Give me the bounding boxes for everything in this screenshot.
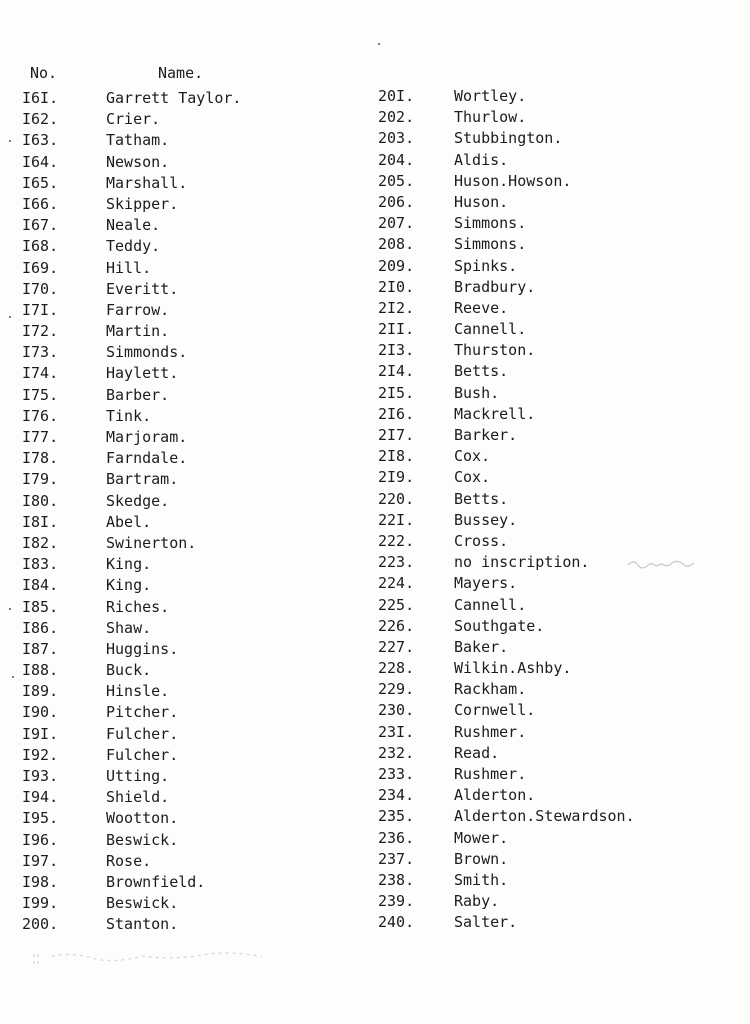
entry-number: 226.	[378, 616, 415, 635]
entry-row	[378, 277, 718, 298]
entry-row	[22, 597, 322, 618]
entry-row	[378, 150, 718, 171]
entry-name: Betts.	[454, 362, 509, 381]
entry-number: 22I.	[378, 510, 415, 529]
entry-number: 230.	[378, 701, 415, 720]
entry-name: Salter.	[454, 913, 518, 932]
entry-number: I87.	[22, 639, 59, 658]
entry-name: Neale.	[106, 216, 161, 235]
entry-number: 23I.	[378, 722, 415, 741]
entry-name: Cox.	[454, 447, 491, 466]
entry-number: I86.	[22, 618, 59, 637]
speck-mark	[378, 43, 380, 45]
entries-right-column	[378, 86, 718, 934]
entry-row	[22, 152, 322, 173]
entry-number: I63.	[22, 131, 59, 150]
entry-row	[378, 361, 718, 382]
entry-name: Rose.	[106, 851, 152, 870]
entry-number: 239.	[378, 892, 415, 911]
entry-name: Hinsle.	[106, 682, 170, 701]
entry-row	[22, 787, 322, 808]
entry-number: I70.	[22, 279, 59, 298]
entry-row	[22, 406, 322, 427]
entry-name: Read.	[454, 743, 500, 762]
entry-number: 240.	[378, 913, 415, 932]
entry-row	[22, 512, 322, 533]
entry-name: Mower.	[454, 828, 509, 847]
entry-name: Newson.	[106, 152, 170, 171]
entry-name: Teddy.	[106, 237, 161, 256]
entry-number: 225.	[378, 595, 415, 614]
entry-name: Reeve.	[454, 298, 509, 317]
entry-row	[22, 914, 322, 935]
entry-name: Bartram.	[106, 470, 179, 489]
entry-name: King.	[106, 555, 152, 574]
entry-row	[378, 467, 718, 488]
entry-name: Everitt.	[106, 279, 179, 298]
entry-number: I6I.	[22, 89, 59, 107]
entry-number: I84.	[22, 576, 59, 595]
entry-name: Tatham.	[106, 131, 170, 150]
entry-number: 2II.	[378, 320, 415, 339]
entry-row	[378, 595, 718, 616]
entry-row	[378, 383, 718, 404]
entry-row	[378, 764, 718, 785]
entry-number: 223.	[378, 553, 415, 572]
entry-name: Swinerton.	[106, 533, 197, 552]
entry-number: I66.	[22, 194, 59, 213]
entry-name: Pitcher.	[106, 703, 179, 722]
entry-name: Huggins.	[106, 639, 179, 658]
entry-number: 2I0.	[378, 277, 415, 296]
entry-row	[22, 173, 322, 194]
entry-number: I97.	[22, 851, 59, 870]
entry-name: Farndale.	[106, 449, 188, 468]
entry-name: Crier.	[106, 110, 161, 129]
entry-row	[378, 192, 718, 213]
entry-row	[378, 86, 718, 107]
entry-name: Thurlow.	[454, 108, 527, 127]
entry-number: 20I.	[378, 87, 415, 105]
entry-row	[22, 660, 322, 681]
speck-mark	[12, 676, 14, 678]
entry-name: no inscription.	[454, 553, 590, 572]
entry-row	[22, 385, 322, 406]
entry-number: 234.	[378, 786, 415, 805]
entry-row	[22, 724, 322, 745]
entry-number: I75.	[22, 385, 59, 404]
entry-row	[378, 891, 718, 912]
entry-name: Wootton.	[106, 809, 179, 828]
entry-row	[378, 785, 718, 806]
entry-name: Aldis.	[454, 150, 509, 169]
entry-number: I8I.	[22, 512, 59, 531]
entry-number: I68.	[22, 237, 59, 256]
entry-name: Abel.	[106, 512, 152, 531]
entry-row	[378, 828, 718, 849]
entry-name: Barker.	[454, 426, 518, 444]
entry-number: I92.	[22, 745, 59, 764]
entry-row	[22, 469, 322, 490]
entry-name: Cross.	[454, 531, 509, 550]
entry-number: 2I6.	[378, 404, 415, 423]
faded-smudge-mark	[32, 944, 272, 968]
entry-name: Simmons.	[454, 235, 527, 254]
entry-name: Rushmer.	[454, 765, 527, 783]
entry-row	[22, 279, 322, 300]
entry-name: Barber.	[106, 385, 170, 404]
entry-row	[22, 130, 322, 151]
entry-name: Rackham.	[454, 680, 527, 699]
entry-row	[378, 298, 718, 319]
entry-row	[22, 575, 322, 596]
entry-row	[22, 215, 322, 236]
entry-name: Beswick.	[106, 894, 179, 913]
entry-number: 238.	[378, 870, 415, 889]
speck-mark	[9, 140, 11, 142]
entry-number: I95.	[22, 809, 59, 828]
entry-name: Simmons.	[454, 214, 527, 233]
entry-row	[22, 681, 322, 702]
entry-number: 229.	[378, 680, 415, 699]
entry-name: Cox.	[454, 468, 491, 487]
entry-number: 205.	[378, 171, 415, 190]
entry-name: Wilkin.Ashby.	[454, 659, 572, 678]
entry-name: Skipper.	[106, 194, 179, 213]
entry-number: 203.	[378, 129, 415, 148]
entries-left-column	[22, 88, 322, 936]
entry-row	[378, 637, 718, 658]
entry-number: I67.	[22, 216, 59, 235]
entry-name: Bradbury.	[454, 277, 536, 296]
entry-name: Marjoram.	[106, 428, 188, 446]
entry-number: 200.	[22, 915, 59, 934]
entry-number: I80.	[22, 491, 59, 510]
entry-name: Cannell.	[454, 320, 527, 339]
entry-row	[378, 234, 718, 255]
entry-number: 220.	[378, 489, 415, 508]
pencil-scribble-mark	[626, 556, 706, 572]
entry-number: 2I7.	[378, 426, 415, 444]
entry-row	[378, 912, 718, 933]
entry-row	[378, 849, 718, 870]
entry-number: I9I.	[22, 724, 59, 743]
entry-number: I94.	[22, 788, 59, 807]
entry-name: Alderton.Stewardson.	[454, 807, 635, 826]
entry-number: 2I8.	[378, 447, 415, 466]
entry-number: I7I.	[22, 300, 59, 319]
entry-row	[22, 258, 322, 279]
entry-number: 222.	[378, 531, 415, 550]
entry-row	[378, 319, 718, 340]
entry-name: Thurston.	[454, 341, 536, 360]
entry-row	[22, 88, 322, 109]
entry-name: Alderton.	[454, 786, 536, 805]
entry-number: I83.	[22, 555, 59, 574]
entry-row	[22, 491, 322, 512]
entry-row	[22, 808, 322, 829]
entry-number: I74.	[22, 364, 59, 383]
entry-row	[378, 213, 718, 234]
entry-row	[22, 427, 322, 448]
entry-number: I99.	[22, 894, 59, 913]
entry-number: 232.	[378, 743, 415, 762]
entry-name: Utting.	[106, 767, 170, 785]
entry-row	[378, 256, 718, 277]
entry-name: Fulcher.	[106, 724, 179, 743]
entry-name: Wortley.	[454, 87, 527, 105]
entry-number: I82.	[22, 533, 59, 552]
entry-name: Cornwell.	[454, 701, 536, 720]
entry-row	[22, 554, 322, 575]
entry-number: 2I9.	[378, 468, 415, 487]
entry-row	[22, 702, 322, 723]
entry-name: Mackrell.	[454, 404, 536, 423]
entry-row	[378, 425, 718, 446]
entry-number: I98.	[22, 872, 59, 891]
entry-row	[378, 616, 718, 637]
entry-number: 206.	[378, 192, 415, 211]
entry-row	[378, 107, 718, 128]
entry-name: Huson.Howson.	[454, 171, 572, 190]
entry-name: Baker.	[454, 637, 509, 656]
entry-row	[22, 893, 322, 914]
entry-row	[22, 300, 322, 321]
entry-name: Shaw.	[106, 618, 152, 637]
entry-number: I88.	[22, 661, 59, 680]
entry-row	[22, 448, 322, 469]
entry-number: 233.	[378, 765, 415, 783]
entry-number: 209.	[378, 256, 415, 275]
entry-name: Stubbington.	[454, 129, 563, 148]
entry-row	[22, 109, 322, 130]
entry-name: Bussey.	[454, 510, 518, 529]
entry-row	[22, 194, 322, 215]
entry-number: 228.	[378, 659, 415, 678]
entry-row	[378, 531, 718, 552]
entry-number: I78.	[22, 449, 59, 468]
entry-name: Haylett.	[106, 364, 179, 383]
entry-name: Brown.	[454, 849, 509, 868]
entry-row	[22, 342, 322, 363]
entry-number: I72.	[22, 322, 59, 341]
entry-number: I89.	[22, 682, 59, 701]
entry-row	[378, 870, 718, 891]
entry-name: Raby.	[454, 892, 500, 911]
entry-row	[22, 321, 322, 342]
entry-name: King.	[106, 576, 152, 595]
speck-mark	[9, 316, 11, 318]
header-name: Name.	[158, 64, 204, 82]
entry-row	[378, 128, 718, 149]
entry-name: Rushmer.	[454, 722, 527, 741]
entry-number: 224.	[378, 574, 415, 593]
entry-number: 237.	[378, 849, 415, 868]
entry-name: Huson.	[454, 192, 509, 211]
entry-name: Skedge.	[106, 491, 170, 510]
entry-name: Mayers.	[454, 574, 518, 593]
entry-number: I93.	[22, 767, 59, 785]
entry-number: 2I3.	[378, 341, 415, 360]
entry-row	[378, 700, 718, 721]
entry-name: Smith.	[454, 870, 509, 889]
entry-number: 235.	[378, 807, 415, 826]
entry-name: Garrett Taylor.	[106, 89, 242, 107]
entry-name: Betts.	[454, 489, 509, 508]
entry-name: Spinks.	[454, 256, 518, 275]
entry-row	[22, 766, 322, 787]
entry-number: I85.	[22, 597, 59, 616]
entry-row	[378, 489, 718, 510]
entry-name: Brownfield.	[106, 872, 206, 891]
entry-name: Southgate.	[454, 616, 545, 635]
entry-row	[378, 679, 718, 700]
entry-number: 236.	[378, 828, 415, 847]
entry-row	[378, 806, 718, 827]
entry-number: 204.	[378, 150, 415, 169]
entry-row	[22, 830, 322, 851]
entry-row	[378, 722, 718, 743]
entry-number: 2I4.	[378, 362, 415, 381]
entry-name: Marshall.	[106, 173, 188, 192]
entry-name: Martin.	[106, 322, 170, 341]
entry-name: Fulcher.	[106, 745, 179, 764]
entry-name: Shield.	[106, 788, 170, 807]
entry-number: I65.	[22, 173, 59, 192]
entry-number: 2I5.	[378, 383, 415, 402]
entry-number: I77.	[22, 428, 59, 446]
entry-number: I62.	[22, 110, 59, 129]
entry-row	[378, 171, 718, 192]
speck-mark	[9, 608, 11, 610]
entry-name: Stanton.	[106, 915, 179, 934]
entry-number: I69.	[22, 258, 59, 277]
entry-row	[378, 340, 718, 361]
entry-name: Beswick.	[106, 830, 179, 849]
entry-number: I64.	[22, 152, 59, 171]
entry-number: 207.	[378, 214, 415, 233]
entry-number: I76.	[22, 406, 59, 425]
entry-name: Riches.	[106, 597, 170, 616]
entry-row	[22, 639, 322, 660]
entry-name: Cannell.	[454, 595, 527, 614]
entry-name: Buck.	[106, 661, 152, 680]
entry-row	[378, 573, 718, 594]
entry-row	[22, 745, 322, 766]
entry-number: I96.	[22, 830, 59, 849]
entry-row	[378, 446, 718, 467]
entry-row	[22, 533, 322, 554]
entry-row	[378, 404, 718, 425]
entry-row	[22, 851, 322, 872]
entry-row	[22, 363, 322, 384]
entry-number: I90.	[22, 703, 59, 722]
entry-name: Tink.	[106, 406, 152, 425]
entry-row	[378, 510, 718, 531]
entry-number: 208.	[378, 235, 415, 254]
entry-row	[378, 658, 718, 679]
entry-row	[22, 236, 322, 257]
entry-name: Simmonds.	[106, 343, 188, 362]
entry-name: Farrow.	[106, 300, 170, 319]
entry-row	[22, 872, 322, 893]
entry-name: Hill.	[106, 258, 152, 277]
entry-row	[378, 743, 718, 764]
entry-number: I79.	[22, 470, 59, 489]
entry-number: 2I2.	[378, 298, 415, 317]
entry-name: Bush.	[454, 383, 500, 402]
entry-row	[22, 618, 322, 639]
entry-number: 227.	[378, 637, 415, 656]
entry-number: 202.	[378, 108, 415, 127]
header-no: No.	[30, 64, 58, 82]
entry-number: I73.	[22, 343, 59, 362]
